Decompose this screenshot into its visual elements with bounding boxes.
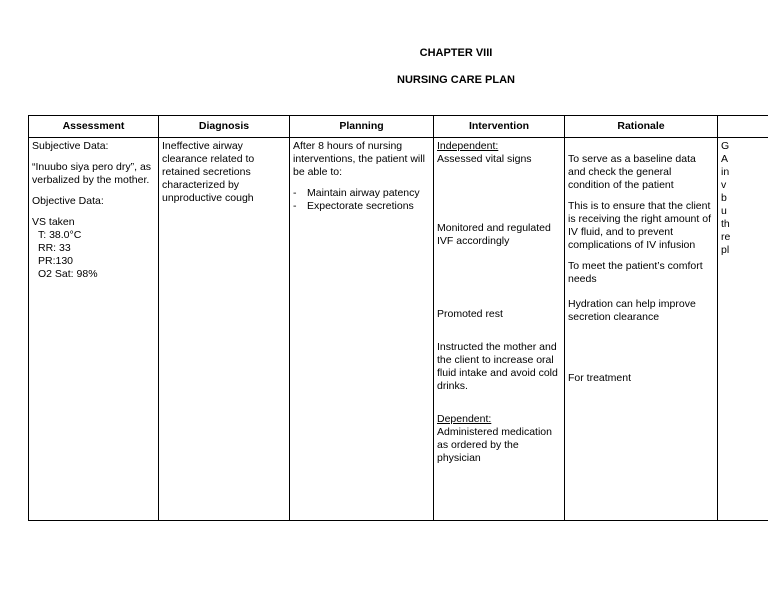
rationale-item: This is to ensure that the client is receiving the right amount of IV fluid, and to prevent complications of IV infusion [568, 200, 711, 251]
vital-respiratory-rate: RR: 33 [38, 242, 71, 254]
planning-goal-1: Maintain airway patency [307, 187, 420, 199]
intervention-item: Promoted rest [437, 308, 503, 320]
care-plan-table [28, 115, 768, 521]
evaluation-fragment: v [721, 179, 727, 191]
vital-o2-sat: O2 Sat: 98% [38, 268, 98, 280]
evaluation-fragment: re [721, 231, 731, 243]
subjective-text: “Inuubo siya pero dry”, as verbalized by the mother. [32, 161, 152, 186]
care-plan-table-wrapper [28, 115, 768, 524]
diagnosis-text: Ineffective airway clearance related to retained secretions characterized by unproductive cough [162, 140, 255, 204]
intervention-cell [434, 138, 565, 521]
col-header-intervention: Intervention [434, 116, 565, 138]
planning-cell [290, 138, 434, 521]
evaluation-fragment: u [721, 205, 727, 217]
subjective-label: Subjective Data: [32, 140, 109, 152]
vital-pulse-rate: PR:130 [38, 255, 74, 267]
col-header-rationale: Rationale [565, 116, 718, 138]
assessment-cell [29, 138, 159, 521]
dependent-label: Dependent: [437, 413, 492, 425]
vs-label: VS taken [32, 216, 75, 228]
rationale-item: To serve as a baseline data and check the general condition of the patient [568, 153, 696, 191]
col-header-diagnosis: Diagnosis [159, 116, 290, 138]
col-header-assessment: Assessment [29, 116, 159, 138]
evaluation-fragment: A [721, 153, 729, 165]
evaluation-fragment: G [721, 140, 730, 152]
col-header-planning: Planning [290, 116, 434, 138]
rationale-cell [565, 138, 718, 521]
planning-intro: After 8 hours of nursing interventions, the patient will be able to: [293, 140, 425, 178]
list-item [293, 187, 430, 200]
vital-temperature: T: 38.0°C [38, 229, 82, 241]
dash-bullet-icon: - [293, 187, 297, 199]
planning-goal-2: Expectorate secretions [307, 200, 414, 212]
diagnosis-cell [159, 138, 290, 521]
rationale-item: Hydration can help improve secretion clearance [568, 298, 696, 323]
evaluation-fragment: in [721, 166, 730, 178]
evaluation-fragment: th [721, 218, 730, 230]
rationale-item: To meet the patient’s comfort needs [568, 260, 703, 285]
evaluation-cell [718, 138, 768, 521]
dash-bullet-icon: - [293, 200, 297, 212]
dependent-item: Administered medication as ordered by the physician [437, 426, 552, 464]
rationale-item: For treatment [568, 372, 632, 384]
table-row [29, 138, 768, 521]
evaluation-fragment: pl [721, 244, 730, 256]
evaluation-fragment: b [721, 192, 727, 204]
intervention-item: Instructed the mother and the client to increase oral fluid intake and avoid cold drinks. [437, 341, 558, 392]
table-header-row [29, 116, 768, 138]
independent-label: Independent: [437, 140, 499, 152]
list-item [293, 200, 430, 213]
intervention-item: Assessed vital signs [437, 153, 532, 165]
intervention-item: Monitored and regulated IVF accordingly [437, 222, 551, 247]
chapter-heading: CHAPTER VIII [419, 47, 493, 59]
objective-label: Objective Data: [32, 195, 104, 207]
page-title: NURSING CARE PLAN [397, 74, 515, 86]
col-header-evaluation [718, 116, 768, 138]
